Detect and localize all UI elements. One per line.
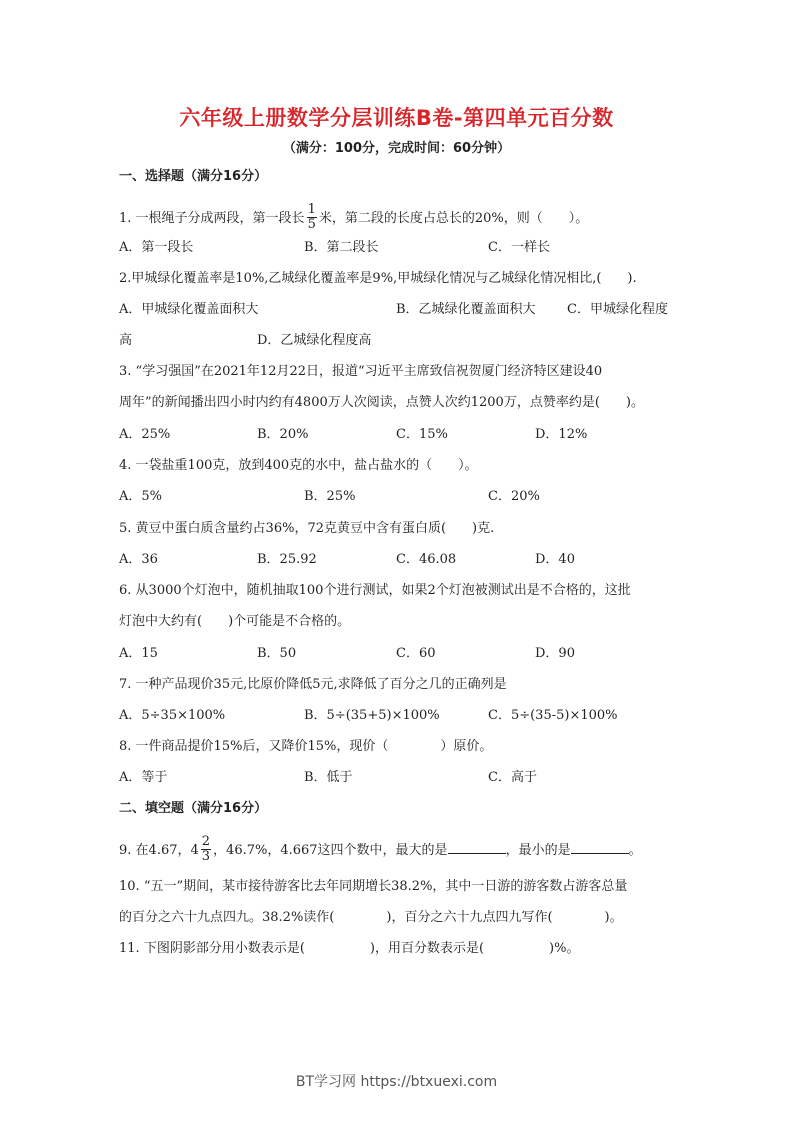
answer-blank-smallest[interactable] — [571, 841, 629, 854]
question-text: 甲城绿化覆盖率是10%,乙城绿化覆盖率是9%,甲城绿化情况与乙城绿化情况相比,( ). — [131, 271, 637, 286]
question-number: 11. — [119, 941, 140, 956]
question-1 — [119, 204, 588, 233]
option-a: A．15 — [119, 646, 158, 661]
question-text: “学习强国”在2021年12月22日，报道“习近平主席致信祝贺厦门经济特区建设40 — [135, 364, 603, 379]
question-number: 10. — [119, 879, 140, 894]
question-6-line-2: 灯泡中大约有( )个可能是不合格的。 — [119, 614, 351, 629]
option-a: A．25% — [119, 427, 171, 442]
section-heading-fill-in: 二、填空题（满分16分） — [119, 801, 268, 816]
question-9 — [119, 836, 642, 865]
option-a: A．甲城绿化覆盖面积大 — [119, 302, 259, 317]
section-heading-choice: 一、选择题（满分16分） — [119, 169, 268, 184]
question-text: 一根绳子分成两段，第一段长 — [135, 211, 305, 226]
question-6-line-1 — [119, 583, 631, 599]
option-b: B．低于 — [304, 770, 353, 785]
question-text: 。 — [628, 843, 642, 858]
option-c: C．15% — [396, 427, 448, 442]
option-b: B．5÷(35+5)×100% — [304, 708, 440, 723]
question-11 — [119, 941, 579, 957]
option-a: A．等于 — [119, 770, 168, 785]
option-a: A．第一段长 — [119, 240, 194, 255]
option-c: C．46.08 — [396, 552, 457, 567]
fraction-denominator: 5 — [307, 217, 316, 232]
fraction-denominator: 3 — [201, 849, 211, 864]
document-title: 六年级上册数学分层训练B卷-第四单元百分数 — [179, 106, 614, 130]
option-c: C．甲城绿化程度 — [567, 302, 668, 317]
option-d: D．40 — [535, 552, 575, 567]
option-b: B．第二段长 — [304, 240, 379, 255]
question-text: 下图阴影部分用小数表示是( )，用百分数表示是( )%。 — [143, 941, 580, 956]
question-text: ，最小的是 — [505, 843, 571, 858]
question-2 — [119, 271, 637, 287]
document-subtitle: （满分：100分，完成时间：60分钟） — [282, 141, 511, 156]
question-7 — [119, 677, 507, 693]
option-b: B．25% — [304, 489, 356, 504]
option-d: D．乙城绿化程度高 — [257, 333, 372, 348]
option-b: B．20% — [257, 427, 309, 442]
question-text: 一袋盐重100克，放到400克的水中，盐占盐水的（ ）。 — [135, 458, 478, 473]
question-text: 在4.67，4 — [135, 843, 199, 858]
fraction-numerator: 2 — [201, 834, 211, 849]
question-text: 一件商品提价15%后，又降价15%，现价（ ）原价。 — [135, 739, 493, 754]
option-d: D．12% — [535, 427, 588, 442]
question-number: 8. — [119, 739, 132, 754]
option-c: C．5÷(35-5)×100% — [488, 708, 618, 723]
option-c: C．高于 — [488, 770, 537, 785]
question-text: 从3000个灯泡中，随机抽取100个进行测试，如果2个灯泡被测试出是不合格的，这批 — [135, 583, 631, 598]
question-number: 4. — [119, 458, 132, 473]
watermark-footer: BT学习网 https://btxuexi.com — [295, 1074, 498, 1090]
option-c: C．20% — [488, 489, 540, 504]
option-b: B．50 — [257, 646, 297, 661]
option-c: C．一样长 — [488, 240, 550, 255]
option-d: D．90 — [535, 646, 575, 661]
option-a: A．36 — [119, 552, 158, 567]
question-5 — [119, 521, 494, 537]
question-number: 5. — [119, 521, 132, 536]
question-text: 米，第二段的长度占总长的20%，则（ ）。 — [318, 211, 589, 226]
question-10-line-2: 的百分之六十九点四九。38.2%读作( )，百分之六十九点四九写作( )。 — [119, 910, 623, 925]
option-c: C．60 — [396, 646, 436, 661]
question-number: 3. — [119, 364, 132, 379]
question-number: 1. — [119, 211, 132, 226]
question-number: 6. — [119, 583, 132, 598]
question-text: “五一”期间，某市接待游客比去年同期增长38.2%，其中一日游的游客数占游客总量 — [143, 879, 628, 894]
fraction — [201, 835, 211, 864]
option-a: A．5% — [119, 489, 163, 504]
answer-blank-largest[interactable] — [448, 841, 506, 854]
question-text: 一种产品现价35元,比原价降低5元,求降低了百分之几的正确列是 — [135, 677, 507, 692]
option-a: A．5÷35×100% — [119, 708, 226, 723]
question-8 — [119, 739, 492, 755]
question-number: 9. — [119, 843, 132, 858]
option-b: B．乙城绿化覆盖面积大 — [396, 302, 536, 317]
question-text: ，46.7%，4.667这四个数中，最大的是 — [213, 843, 448, 858]
fraction — [307, 203, 317, 232]
question-3-line-2: 周年”的新闻播出四小时内约有4800万人次阅读，点赞人次约1200万，点赞率约是( )。 — [119, 395, 644, 410]
question-3-line-1 — [119, 364, 602, 380]
question-10-line-1 — [119, 879, 627, 895]
fraction-numerator: 1 — [307, 202, 316, 217]
option-c-continued: 高 — [119, 333, 133, 348]
option-b: B．25.92 — [257, 552, 317, 567]
question-number: 7. — [119, 677, 132, 692]
question-text: 黄豆中蛋白质含量约占36%，72克黄豆中含有蛋白质( )克. — [135, 521, 495, 536]
question-4 — [119, 458, 478, 474]
question-number: 2. — [119, 271, 132, 286]
